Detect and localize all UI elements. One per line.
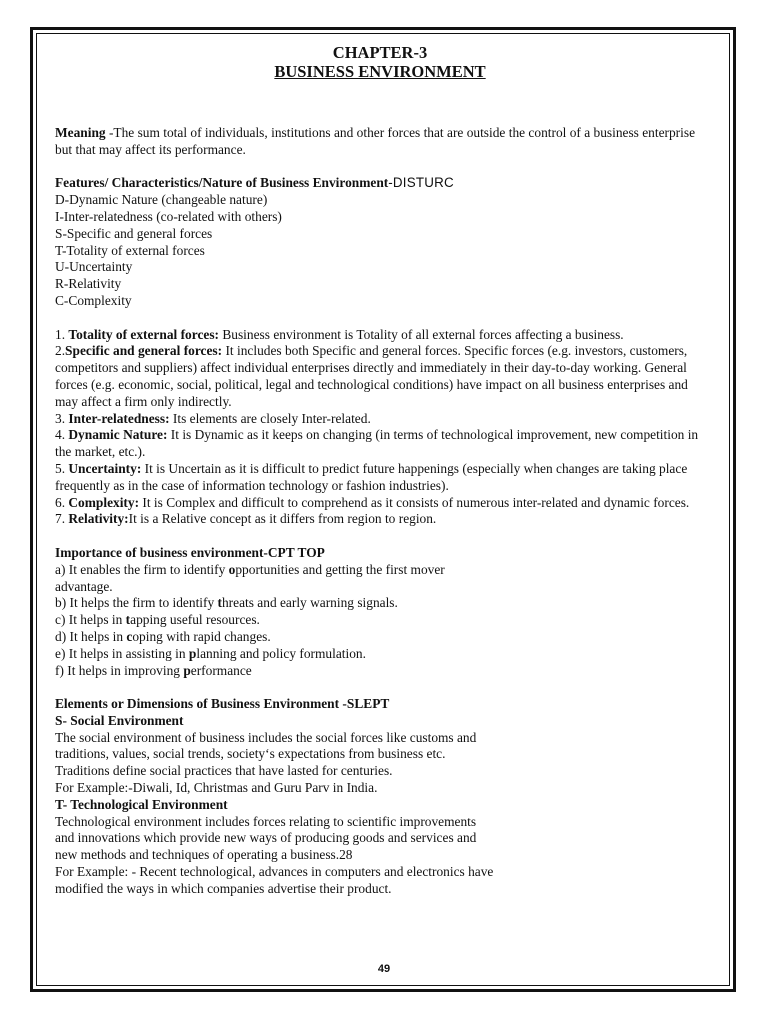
point-text: It includes both Specific and general forces. Specific forces (e.g. investors, customers, competitors and suppliers) affect individual enterprises directly and immediately in their day-to-day working. General forces (e.g. economic, social, political, legal and technological conditions) have impact on all business enterprises and may affect a firm only indirectly. — [55, 343, 688, 409]
point-number: 4. — [55, 427, 69, 443]
feature-item: R-Relativity — [55, 276, 122, 292]
point-term: Dynamic Nature: — [68, 427, 168, 443]
meaning-text: -The sum total of individuals, institutions and other forces that are outside the control of a business enterprise but that may affect its performance. — [55, 125, 696, 157]
point-text: Business environment is Totality of all external forces affecting a business. — [219, 326, 624, 342]
social-line: The social environment of business includes the social forces like customs and — [55, 729, 477, 745]
point-term: Inter-relatedness: — [68, 410, 170, 426]
technological-environment-heading: T- Technological Environment — [55, 796, 228, 812]
importance-heading: Importance of business environment-CPT TOP — [55, 544, 325, 560]
point-number: 5. — [55, 460, 69, 476]
features-acronym: -DISTURC — [388, 175, 454, 191]
technological-line: new methods and techniques of operating a business.28 — [55, 847, 353, 863]
point-number: 2. — [55, 343, 66, 359]
importance-item: f) It helps in improving performance — [55, 662, 252, 678]
feature-item: C-Complexity — [55, 292, 132, 308]
feature-item: S-Specific and general forces — [55, 225, 213, 241]
point-term: Specific and general forces: — [65, 343, 223, 359]
feature-item: T-Totality of external forces — [55, 242, 205, 258]
chapter-label: CHAPTER-3 — [332, 43, 428, 62]
technological-line: modified the ways in which companies advertise their product. — [55, 880, 392, 896]
importance-item: c) It helps in tapping useful resources. — [55, 612, 260, 628]
point-text: Its elements are closely Inter-related. — [169, 410, 371, 426]
meaning-paragraph — [55, 125, 705, 159]
features-heading — [55, 175, 705, 192]
feature-item: D-Dynamic Nature (changeable nature) — [55, 192, 268, 208]
elements-heading: Elements or Dimensions of Business Environment -SLEPT — [55, 696, 390, 712]
page-number: 49 — [377, 963, 391, 975]
feature-point-7 — [55, 511, 705, 528]
point-number: 1. — [55, 326, 69, 342]
point-term: Uncertainty: — [68, 460, 142, 476]
technological-line: For Example: - Recent technological, advances in computers and electronics have — [55, 864, 494, 880]
point-term: Totality of external forces: — [68, 326, 219, 342]
features-heading-text: Features/ Characteristics/Nature of Business Environment — [55, 175, 389, 191]
meaning-label: Meaning — [55, 125, 106, 140]
point-number: 7. — [55, 511, 69, 527]
page-content — [55, 43, 705, 898]
social-line: For Example:-Diwali, Id, Christmas and Guru Parv in India. — [55, 780, 378, 796]
feature-point-6 — [55, 495, 705, 512]
point-term: Relativity: — [68, 511, 129, 527]
importance-item: d) It helps in coping with rapid changes. — [55, 628, 271, 644]
point-text: It is Uncertain as it is difficult to predict future happenings (especially when changes are taking place frequently as in the case of information technology or fashion industries). — [55, 460, 688, 493]
point-number: 3. — [55, 410, 69, 426]
importance-item: advantage. — [55, 578, 113, 594]
social-line: traditions, values, social trends, society‘s expectations from business etc. — [55, 746, 446, 762]
feature-item: I-Inter-relatedness (co-related with others) — [55, 208, 282, 224]
social-line: Traditions define social practices that have lasted for centuries. — [55, 763, 393, 779]
social-environment-heading: S- Social Environment — [55, 712, 184, 728]
feature-point-3 — [55, 411, 705, 428]
importance-item: a) It enables the firm to identify opportunities and getting the first mover — [55, 561, 445, 577]
importance-item: b) It helps the firm to identify threats and early warning signals. — [55, 595, 398, 611]
point-text: It is Dynamic as it keeps on changing (in terms of technological improvement, new competition in the market, etc.). — [55, 427, 699, 460]
point-number: 6. — [55, 494, 69, 510]
point-term: Complexity: — [68, 494, 140, 510]
point-text: It is a Relative concept as it differs from region to region. — [128, 511, 437, 527]
technological-line: Technological environment includes forces relating to scientific improvements — [55, 813, 477, 829]
feature-point-4 — [55, 427, 705, 461]
feature-item: U-Uncertainty — [55, 259, 133, 275]
feature-point-5 — [55, 461, 705, 495]
point-text: It is Complex and difficult to comprehend as it consists of numerous inter-related and dynamic forces. — [139, 494, 690, 510]
page-title: BUSINESS ENVIRONMENT — [274, 62, 486, 81]
feature-point-2 — [55, 343, 705, 410]
importance-item: e) It helps in assisting in planning and policy formulation. — [55, 645, 366, 661]
feature-point-1 — [55, 327, 705, 344]
technological-line: and innovations which provide new ways of producing goods and services and — [55, 830, 477, 846]
